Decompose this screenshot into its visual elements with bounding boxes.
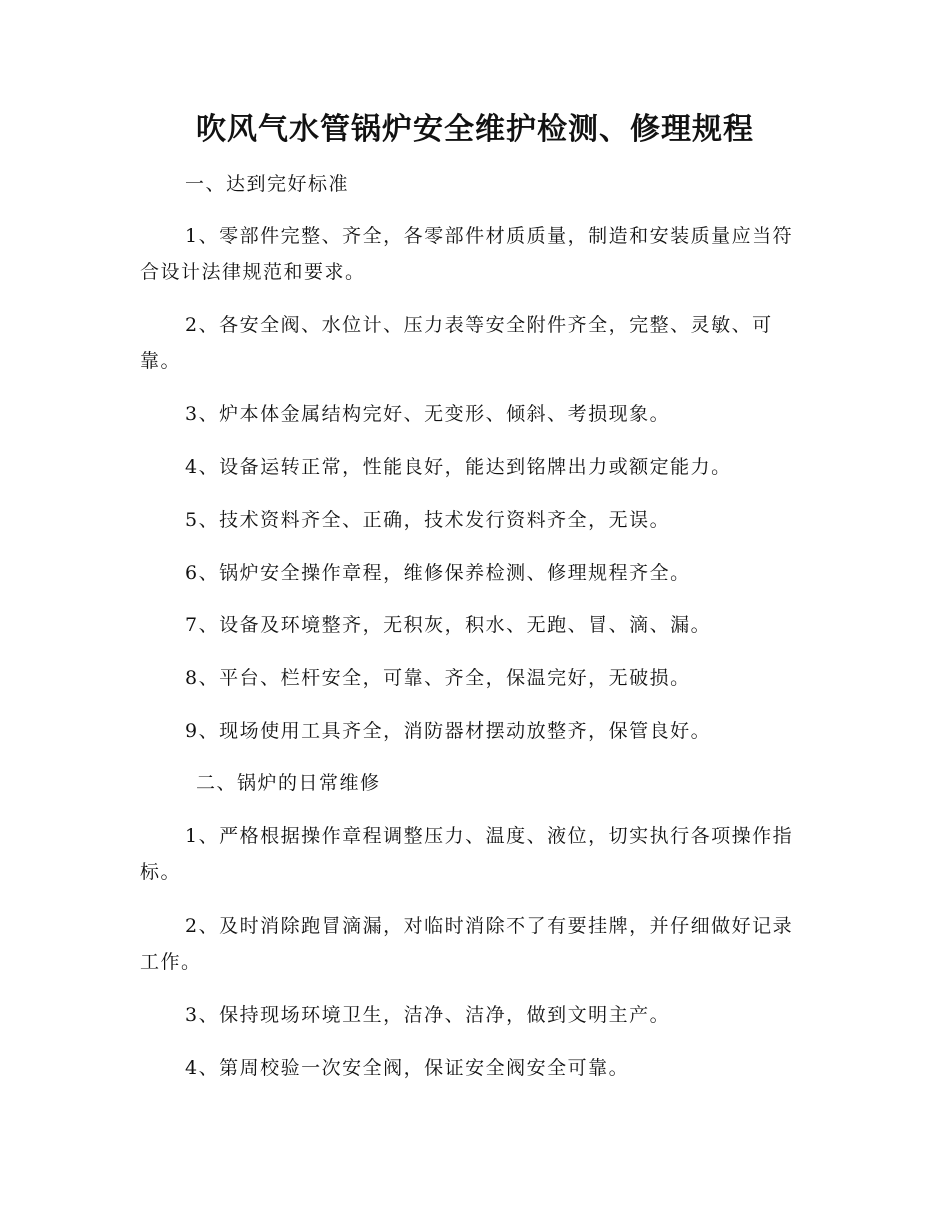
paragraph-1-4: 4、设备运转正常，性能良好，能达到铭牌出力或额定能力。	[185, 456, 732, 478]
paragraph-2-3: 3、保持现场环境卫生，洁净、洁净，做到文明主产。	[185, 1004, 671, 1026]
paragraph-1-2: 2、各安全阀、水位计、压力表等安全附件齐全，完整、灵敏、可靠。	[140, 314, 773, 372]
paragraph-1-6: 6、锅炉安全操作章程，维修保养检测、修理规程齐全。	[185, 562, 691, 584]
paragraph-1-3: 3、炉本体金属结构完好、无变形、倾斜、考损现象。	[185, 403, 671, 425]
document-title: 吹风气水管锅炉安全维护检测、修理规程	[196, 112, 754, 147]
paragraph-1-9: 9、现场使用工具齐全，消防器材摆动放整齐，保管良好。	[185, 720, 712, 742]
paragraph-2-1: 1、严格根据操作章程调整压力、温度、液位，切实执行各项操作指标。	[140, 825, 794, 883]
paragraph-2-4: 4、第周校验一次安全阀，保证安全阀安全可靠。	[185, 1057, 630, 1079]
paragraph-1-1: 1、零部件完整、齐全，各零部件材质质量，制造和安装质量应当符合设计法律规范和要求。	[140, 225, 794, 283]
section-heading-1: 一、达到完好标准	[185, 173, 350, 195]
paragraph-1-7: 7、设备及环境整齐，无积灰，积水、无跑、冒、滴、漏。	[185, 614, 712, 636]
section-heading-2: 二、锅炉的日常维修	[196, 772, 381, 794]
paragraph-1-5: 5、技术资料齐全、正确，技术发行资料齐全，无误。	[185, 509, 671, 531]
paragraph-2-2: 2、及时消除跑冒滴漏，对临时消除不了有要挂牌，并仔细做好记录工作。	[140, 915, 794, 973]
paragraph-1-8: 8、平台、栏杆安全，可靠、齐全，保温完好，无破损。	[185, 667, 691, 689]
